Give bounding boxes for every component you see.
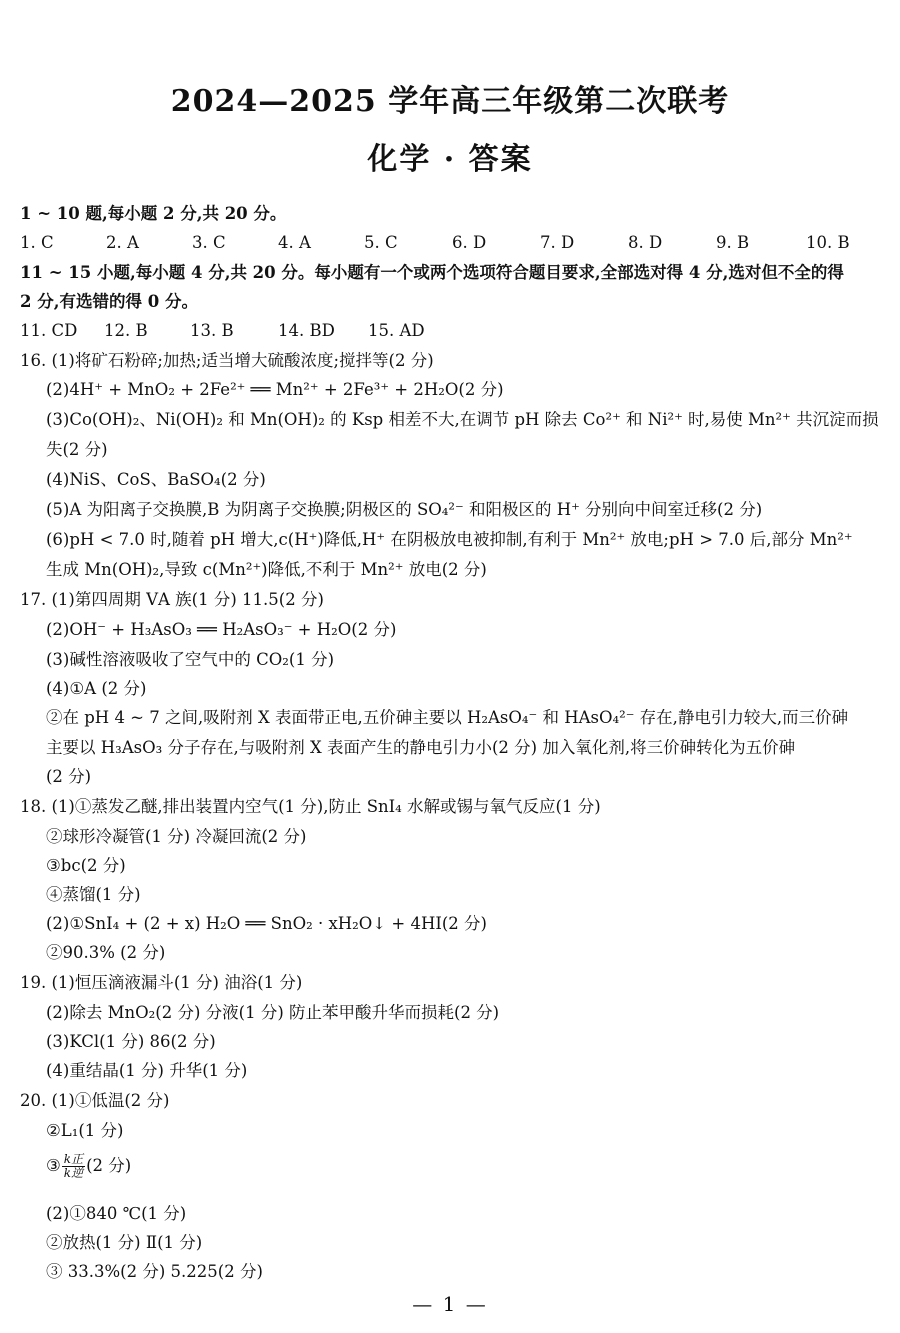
answer-item: 1. C: [20, 233, 54, 252]
section2-heading-line1: 11 ~ 15 小题,每小题 4 分,共 20 分。每小题有一个或两个选项符合题目要求,全部选对得 4 分,选对但不全的得: [20, 263, 844, 282]
answer-item: 12. B: [104, 321, 148, 340]
q17-line: 17. (1)第四周期 ⅤA 族(1 分) 11.5(2 分): [20, 590, 324, 609]
q17-line: (2)OH⁻ + H₃AsO₃ ══ H₂AsO₃⁻ + H₂O(2 分): [46, 620, 397, 639]
q20-line: (2)①840 ℃(1 分): [46, 1204, 187, 1223]
page-subtitle: 化学 · 答案: [367, 142, 533, 177]
answer-item: 7. D: [540, 233, 575, 252]
fraction-denominator: k逆: [63, 1166, 84, 1180]
answer-item: 13. B: [190, 321, 234, 340]
q18-line: ③bc(2 分): [46, 856, 126, 875]
section2-heading-line2: 2 分,有选错的得 0 分。: [20, 292, 198, 311]
q20-fraction-suffix: (2 分): [86, 1156, 132, 1175]
q19-line: (3)KCl(1 分) 86(2 分): [46, 1032, 216, 1051]
q20-line: ②L₁(1 分): [46, 1121, 124, 1140]
answer-item: 6. D: [452, 233, 487, 252]
q16-line: (4)NiS、CoS、BaSO₄(2 分): [46, 470, 266, 489]
answer-item: 5. C: [364, 233, 398, 252]
section1-answer-row: [20, 232, 880, 254]
q17-line: (3)碱性溶液吸收了空气中的 CO₂(1 分): [46, 650, 335, 669]
answer-item: 2. A: [106, 233, 139, 252]
q16-line: 失(2 分): [46, 440, 108, 459]
q17-line: ②在 pH 4 ~ 7 之间,吸附剂 X 表面带正电,五价砷主要以 H₂AsO₄⁻ 和 HAsO₄²⁻ 存在,静电引力较大,而三价砷: [46, 708, 849, 727]
q16-line: (6)pH < 7.0 时,随着 pH 增大,c(H⁺)降低,H⁺ 在阴极放电被抑制,有利于 Mn²⁺ 放电;pH > 7.0 后,部分 Mn²⁺: [46, 530, 853, 549]
q19-line: 19. (1)恒压滴液漏斗(1 分) 油浴(1 分): [20, 973, 303, 992]
q20-line-fraction: [46, 1153, 131, 1180]
q19-line: (4)重结晶(1 分) 升华(1 分): [46, 1061, 248, 1080]
answer-item: 9. B: [716, 233, 750, 252]
q20-fraction-prefix: ③: [46, 1156, 61, 1175]
q17-line: 主要以 H₃AsO₃ 分子存在,与吸附剂 X 表面产生的静电引力小(2 分) 加入氧化剂,将三价砷转化为五价砷: [46, 738, 796, 757]
q16-line: 生成 Mn(OH)₂,导致 c(Mn²⁺)降低,不利于 Mn²⁺ 放电(2 分): [46, 560, 487, 579]
q16-line: (2)4H⁺ + MnO₂ + 2Fe²⁺ ══ Mn²⁺ + 2Fe³⁺ + 2H₂O(2 分): [46, 380, 504, 399]
q18-line: ②90.3% (2 分): [46, 943, 166, 962]
q18-line: 18. (1)①蒸发乙醚,排出装置内空气(1 分),防止 SnI₄ 水解或锡与氧气反应(1 分): [20, 797, 601, 816]
q16-line: (5)A 为阳离子交换膜,B 为阴离子交换膜;阴极区的 SO₄²⁻ 和阳极区的 H⁺ 分别向中间室迁移(2 分): [46, 500, 763, 519]
q20-line: ③ 33.3%(2 分) 5.225(2 分): [46, 1262, 263, 1281]
q20-line: 20. (1)①低温(2 分): [20, 1091, 170, 1110]
answer-item: 8. D: [628, 233, 663, 252]
section1-heading: 1 ~ 10 题,每小题 2 分,共 20 分。: [20, 204, 287, 223]
q17-line: (2 分): [46, 767, 92, 786]
q18-line: (2)①SnI₄ + (2 + x) H₂O ══ SnO₂ · xH₂O↓ + 4HI(2 分): [46, 914, 487, 933]
rate-constant-fraction: [62, 1153, 85, 1180]
answer-item: 14. BD: [278, 321, 335, 340]
section2-answer-row: [20, 320, 880, 342]
answer-item: 3. C: [192, 233, 226, 252]
q18-line: ②球形冷凝管(1 分) 冷凝回流(2 分): [46, 827, 307, 846]
q16-line: 16. (1)将矿石粉碎;加热;适当增大硫酸浓度;搅拌等(2 分): [20, 351, 434, 370]
q18-line: ④蒸馏(1 分): [46, 885, 141, 904]
answer-item: 4. A: [278, 233, 311, 252]
page-title: 2024—2025 学年高三年级第二次联考: [170, 84, 730, 119]
q19-line: (2)除去 MnO₂(2 分) 分液(1 分) 防止苯甲酸升华而损耗(2 分): [46, 1003, 500, 1022]
q17-line: (4)①A (2 分): [46, 679, 147, 698]
page-number: — 1 —: [412, 1292, 488, 1316]
q20-line: ②放热(1 分) Ⅱ(1 分): [46, 1233, 203, 1252]
answer-item: 15. AD: [368, 321, 425, 340]
answer-item: 10. B: [806, 233, 850, 252]
q16-line: (3)Co(OH)₂、Ni(OH)₂ 和 Mn(OH)₂ 的 Ksp 相差不大,在调节 pH 除去 Co²⁺ 和 Ni²⁺ 时,易使 Mn²⁺ 共沉淀而损: [46, 410, 879, 429]
fraction-numerator: k正: [63, 1152, 84, 1166]
answer-item: 11. CD: [20, 321, 78, 340]
